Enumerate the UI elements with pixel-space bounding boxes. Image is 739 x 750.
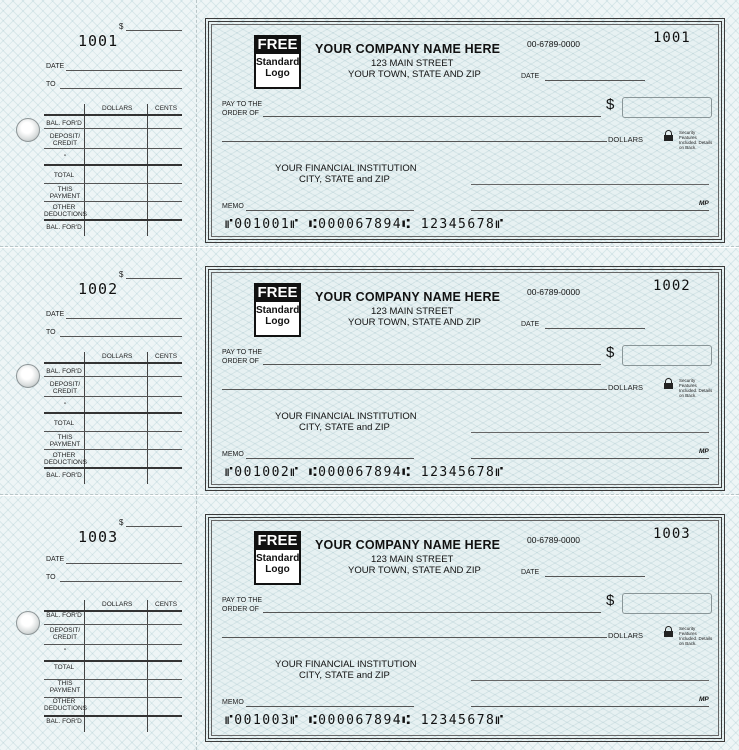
dollars-label: DOLLARS [608, 383, 644, 392]
micr-line: ⑈001002⑈ ⑆000067894⑆ 12345678⑈ [225, 465, 505, 480]
other-deductions-label: OTHER DEDUCTIONS [44, 698, 87, 712]
logo-standard-text: Standard Logo [256, 54, 299, 87]
bank-city: CITY, STATE and ZIP [299, 174, 390, 185]
check-body [205, 514, 725, 742]
stub-dollar-sign: $ [119, 270, 124, 279]
lock-icon [664, 378, 673, 389]
bank-name: YOUR FINANCIAL INSTITUTION [275, 411, 417, 422]
company-name: YOUR COMPANY NAME HERE [315, 290, 501, 304]
stub-date-line[interactable] [66, 318, 182, 319]
stub-ledger [44, 600, 182, 732]
other-deductions-label: OTHER DEDUCTIONS [44, 204, 87, 218]
mp-logo: MP [699, 696, 709, 703]
amount-box[interactable] [622, 593, 712, 614]
pay-to-label: PAY TO THE ORDER OF [222, 597, 263, 613]
this-payment-label: THIS PAYMENT [49, 680, 81, 694]
bank-info [275, 659, 417, 681]
signature-line-1[interactable] [471, 680, 709, 681]
bal-ford-label: BAL. FOR'D [46, 368, 82, 375]
check-stub [0, 0, 197, 246]
bank-city: CITY, STATE and ZIP [299, 670, 390, 681]
bal-ford-label: BAL. FOR'D [46, 120, 82, 127]
binder-hole-icon [16, 611, 40, 635]
dollar-sign: $ [606, 344, 615, 361]
memo-line[interactable] [246, 210, 414, 211]
ditto-mark: " [63, 154, 67, 161]
logo-free-text: FREE [257, 284, 298, 301]
check-number: 1001 [653, 30, 691, 46]
company-name: YOUR COMPANY NAME HERE [315, 538, 501, 552]
date-line[interactable] [545, 576, 645, 577]
stub-check-number: 1003 [78, 528, 119, 546]
binder-hole-icon [16, 118, 40, 142]
company-street: 123 MAIN STREET [371, 554, 454, 565]
amount-box[interactable] [622, 345, 712, 366]
date-line[interactable] [545, 328, 645, 329]
bank-name: YOUR FINANCIAL INSTITUTION [275, 659, 417, 670]
stub-ledger [44, 352, 182, 484]
company-town: YOUR TOWN, STATE AND ZIP [348, 565, 481, 576]
cents-column-header: CENTS [155, 105, 178, 112]
memo-line[interactable] [246, 458, 414, 459]
check-stub [0, 248, 197, 494]
memo-label: MEMO [222, 451, 244, 458]
dollar-sign: $ [606, 592, 615, 609]
company-street: 123 MAIN STREET [371, 58, 454, 69]
dollars-column-header: DOLLARS [102, 353, 133, 360]
check-stub [0, 496, 197, 750]
company-town: YOUR TOWN, STATE AND ZIP [348, 317, 481, 328]
payee-line[interactable] [263, 612, 601, 613]
cents-column-header: CENTS [155, 353, 178, 360]
bank-info [275, 163, 417, 185]
check-row [0, 0, 739, 247]
written-amount-line[interactable] [222, 141, 607, 142]
signature-line-1[interactable] [471, 184, 709, 185]
security-features-text: Security Features Included. Details on Back. [679, 378, 713, 398]
other-deductions-label: OTHER DEDUCTIONS [44, 452, 87, 466]
bal-ford-bottom-label: BAL. FOR'D [46, 472, 82, 479]
stub-amount-line [126, 30, 182, 31]
signature-line-1[interactable] [471, 432, 709, 433]
mp-logo: MP [699, 448, 709, 455]
bank-name: YOUR FINANCIAL INSTITUTION [275, 163, 417, 174]
stub-ledger [44, 104, 182, 236]
stub-to-line[interactable] [60, 88, 182, 89]
stub-date-label: DATE [46, 63, 65, 70]
check-number: 1003 [653, 526, 691, 542]
signature-line-2[interactable] [471, 210, 709, 211]
this-payment-label: THIS PAYMENT [49, 186, 81, 200]
dollars-column-header: DOLLARS [102, 105, 133, 112]
amount-box[interactable] [622, 97, 712, 118]
stub-date-label: DATE [46, 311, 65, 318]
routing-fraction: 00-6789-0000 [527, 535, 580, 545]
deposit-credit-label: DEPOSIT/ CREDIT [49, 133, 81, 147]
stub-dollar-sign: $ [119, 22, 124, 31]
ditto-mark: " [63, 402, 67, 409]
company-town: YOUR TOWN, STATE AND ZIP [348, 69, 481, 80]
micr-line: ⑈001001⑈ ⑆000067894⑆ 12345678⑈ [225, 217, 505, 232]
stub-to-line[interactable] [60, 336, 182, 337]
security-features-text: Security Features Included. Details on Back. [679, 130, 713, 150]
dollars-label: DOLLARS [608, 135, 644, 144]
stub-amount-line [126, 526, 182, 527]
stub-check-number: 1002 [78, 280, 119, 298]
bal-ford-bottom-label: BAL. FOR'D [46, 718, 82, 725]
bal-ford-bottom-label: BAL. FOR'D [46, 224, 82, 231]
check-number: 1002 [653, 278, 691, 294]
check-row [0, 496, 739, 750]
bal-ford-label: BAL. FOR'D [46, 612, 82, 619]
total-label: TOTAL [53, 172, 75, 179]
stub-to-line[interactable] [60, 581, 182, 582]
signature-line-2[interactable] [471, 706, 709, 707]
logo-standard-text: Standard Logo [256, 302, 299, 335]
date-label: DATE [521, 569, 540, 576]
stub-to-label: TO [46, 574, 56, 581]
payee-line[interactable] [263, 364, 601, 365]
total-label: TOTAL [53, 420, 75, 427]
logo-standard-text: Standard Logo [256, 550, 299, 583]
check-row [0, 248, 739, 495]
check-body [205, 18, 725, 243]
memo-line[interactable] [246, 706, 414, 707]
stub-dollar-sign: $ [119, 518, 124, 527]
routing-fraction: 00-6789-0000 [527, 39, 580, 49]
standard-logo [254, 283, 301, 337]
micr-line: ⑈001003⑈ ⑆000067894⑆ 12345678⑈ [225, 713, 505, 728]
dollars-label: DOLLARS [608, 631, 644, 640]
memo-label: MEMO [222, 699, 244, 706]
logo-free-text: FREE [257, 36, 298, 53]
stub-to-label: TO [46, 81, 56, 88]
dollars-column-header: DOLLARS [102, 601, 133, 608]
date-label: DATE [521, 321, 540, 328]
memo-label: MEMO [222, 203, 244, 210]
bank-info [275, 411, 417, 433]
stub-check-number: 1001 [78, 32, 119, 50]
binder-hole-icon [16, 364, 40, 388]
stub-amount-line [126, 278, 182, 279]
stub-to-label: TO [46, 329, 56, 336]
logo-free-text: FREE [257, 532, 298, 549]
check-body [205, 266, 725, 491]
lock-icon [664, 626, 673, 637]
bank-city: CITY, STATE and ZIP [299, 422, 390, 433]
signature-line-2[interactable] [471, 458, 709, 459]
stub-date-line[interactable] [66, 563, 182, 564]
deposit-credit-label: DEPOSIT/ CREDIT [49, 381, 81, 395]
payee-line[interactable] [263, 116, 601, 117]
ditto-mark: " [63, 648, 67, 655]
pay-to-label: PAY TO THE ORDER OF [222, 349, 263, 365]
company-name: YOUR COMPANY NAME HERE [315, 42, 501, 56]
standard-logo [254, 531, 301, 585]
pay-to-label: PAY TO THE ORDER OF [222, 101, 263, 117]
lock-icon [664, 130, 673, 141]
stub-date-line[interactable] [66, 70, 182, 71]
cents-column-header: CENTS [155, 601, 178, 608]
dollar-sign: $ [606, 96, 615, 113]
standard-logo [254, 35, 301, 89]
company-street: 123 MAIN STREET [371, 306, 454, 317]
date-label: DATE [521, 73, 540, 80]
written-amount-line[interactable] [222, 637, 607, 638]
deposit-credit-label: DEPOSIT/ CREDIT [49, 627, 81, 641]
date-line[interactable] [545, 80, 645, 81]
written-amount-line[interactable] [222, 389, 607, 390]
mp-logo: MP [699, 200, 709, 207]
this-payment-label: THIS PAYMENT [49, 434, 81, 448]
security-features-text: Security Features Included. Details on Back. [679, 626, 713, 646]
routing-fraction: 00-6789-0000 [527, 287, 580, 297]
stub-date-label: DATE [46, 556, 65, 563]
total-label: TOTAL [53, 664, 75, 671]
